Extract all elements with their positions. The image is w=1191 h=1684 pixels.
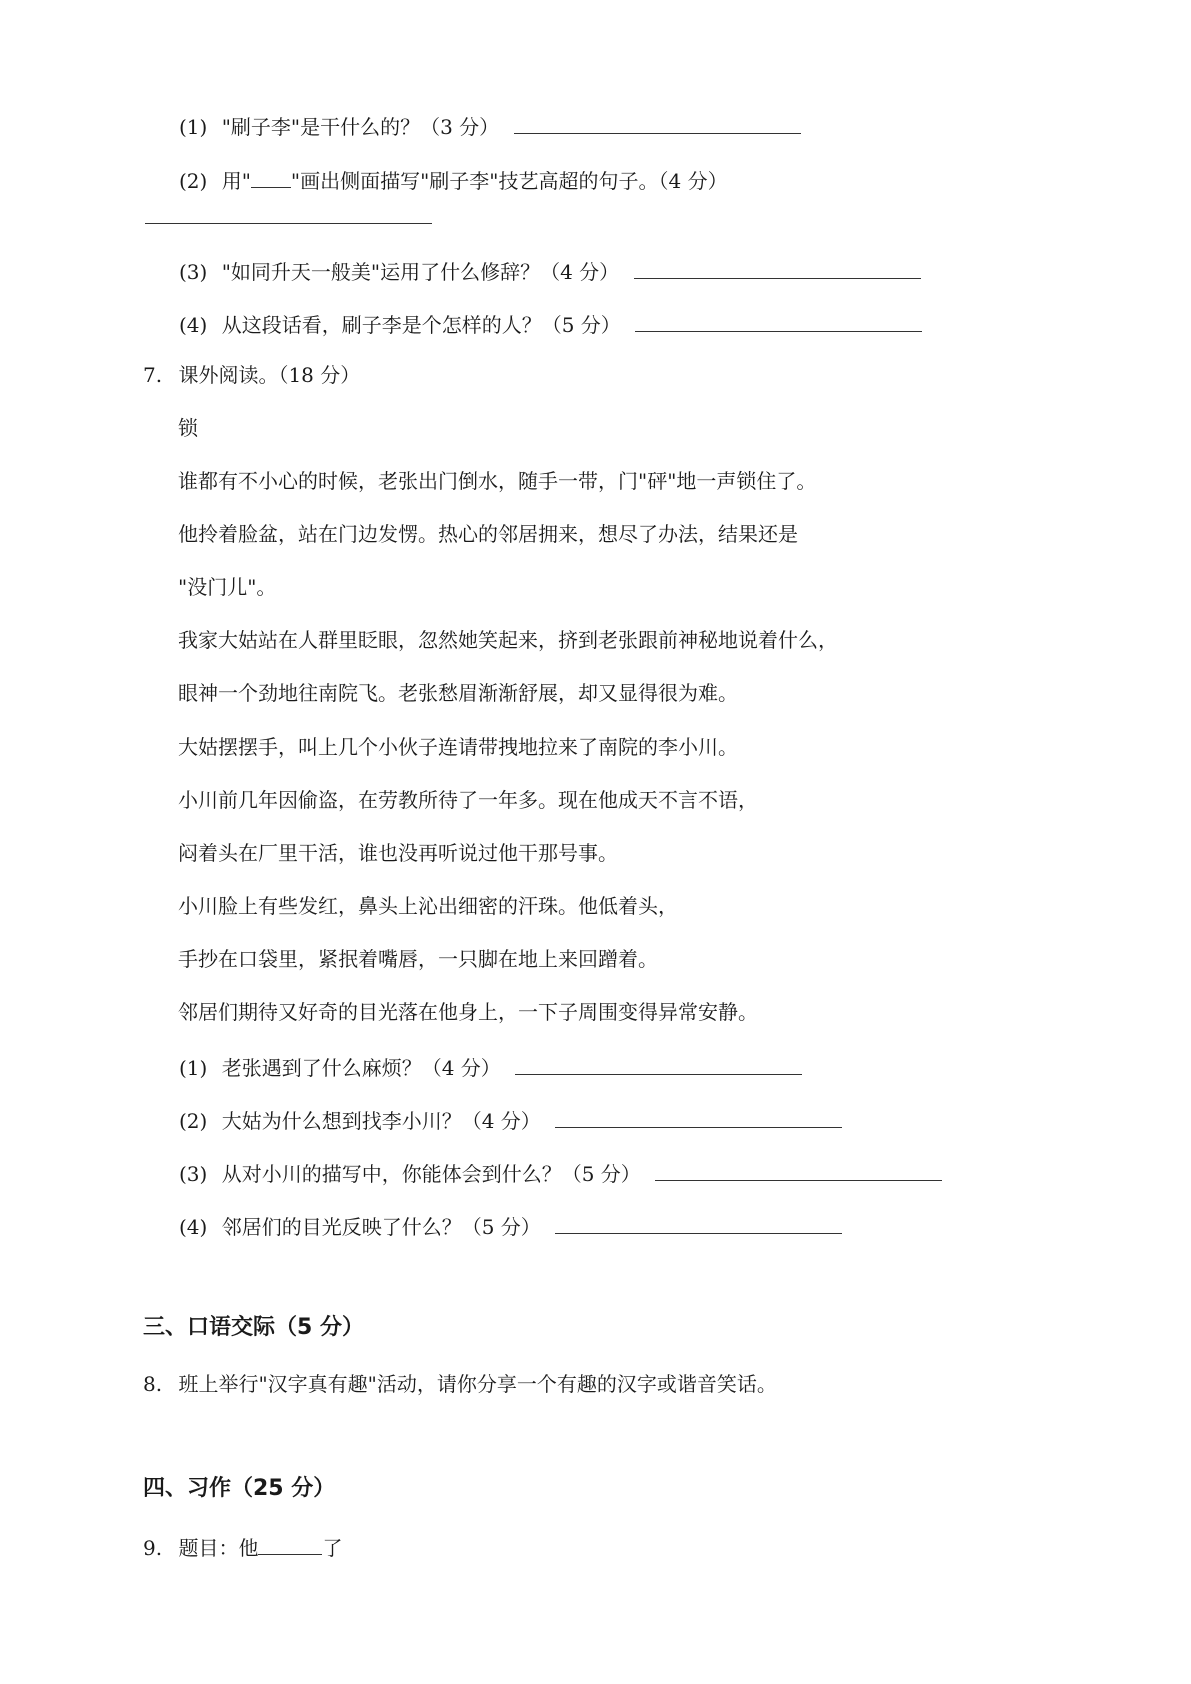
q6-part-1 bbox=[179, 114, 801, 137]
q7-question-4 bbox=[179, 1214, 842, 1237]
q9-number: 9. bbox=[143, 1536, 163, 1560]
q6-part-1-answer-blank[interactable] bbox=[514, 114, 801, 134]
q7-question-3-label: (3) bbox=[179, 1162, 208, 1186]
q6-part-4-text: 从这段话看，刷子李是个怎样的人？（5 分） bbox=[221, 313, 621, 337]
q7-question-1-label: (1) bbox=[179, 1056, 208, 1080]
q6-part-4-label: (4) bbox=[179, 313, 208, 337]
passage-title: 锁 bbox=[178, 416, 198, 440]
passage-line: 我家大姑站在人群里眨眼，忽然她笑起来，挤到老张跟前神秘地说着什么， bbox=[178, 628, 838, 652]
q6-part-2-pre: 用" bbox=[221, 169, 251, 193]
passage-line: 闷着头在厂里干活，谁也没再听说过他干那号事。 bbox=[178, 841, 618, 865]
q7-question-1-text: 老张遇到了什么麻烦？（4 分） bbox=[221, 1056, 501, 1080]
q6-part-4-answer-blank[interactable] bbox=[635, 312, 922, 332]
q7-question-1 bbox=[179, 1055, 802, 1078]
q7-question-4-label: (4) bbox=[179, 1215, 208, 1239]
q7-title-text: 课外阅读。（18 分） bbox=[178, 363, 361, 387]
passage-line: 谁都有不小心的时候，老张出门倒水，随手一带，门"砰"地一声锁住了。 bbox=[178, 469, 817, 493]
q7-question-4-text: 邻居们的目光反映了什么？（5 分） bbox=[221, 1215, 541, 1239]
q6-part-1-label: (1) bbox=[179, 115, 208, 139]
q9-suffix: 了 bbox=[322, 1536, 343, 1560]
passage-line: 邻居们期待又好奇的目光落在他身上，一下子周围变得异常安静。 bbox=[178, 1000, 758, 1024]
q8-text: 班上举行"汉字真有趣"活动，请你分享一个有趣的汉字或谐音笑话。 bbox=[178, 1372, 777, 1396]
passage-line: 他拎着脸盆，站在门边发愣。热心的邻居拥来，想尽了办法，结果还是 bbox=[178, 522, 798, 546]
q9-title-blank[interactable] bbox=[258, 1535, 322, 1555]
q9 bbox=[143, 1535, 342, 1558]
q7-question-2 bbox=[179, 1108, 842, 1131]
passage-line: 大姑摆摆手，叫上几个小伙子连请带拽地拉来了南院的李小川。 bbox=[178, 735, 738, 759]
q7-question-3-text: 从对小川的描写中，你能体会到什么？（5 分） bbox=[221, 1162, 641, 1186]
q7-question-3-answer-blank[interactable] bbox=[655, 1161, 942, 1181]
passage-line: "没门儿"。 bbox=[178, 575, 277, 599]
q8 bbox=[143, 1374, 777, 1394]
q6-part-1-text: "刷子李"是干什么的？（3 分） bbox=[221, 115, 500, 139]
passage-line: 小川脸上有些发红，鼻头上沁出细密的汗珠。他低着头， bbox=[178, 894, 678, 918]
q6-part-3-text: "如同升天一般美"运用了什么修辞？（4 分） bbox=[221, 260, 620, 284]
q8-number: 8. bbox=[143, 1372, 163, 1396]
q7-question-1-answer-blank[interactable] bbox=[515, 1055, 802, 1075]
q6-part-2-text: "画出侧面描写"刷子李"技艺高超的句子。（4 分） bbox=[290, 169, 728, 193]
q7-title bbox=[143, 365, 360, 385]
q7-question-2-label: (2) bbox=[179, 1109, 208, 1133]
passage-line: 手抄在口袋里，紧抿着嘴唇，一只脚在地上来回蹭着。 bbox=[178, 947, 658, 971]
q6-part-3-label: (3) bbox=[179, 260, 208, 284]
q9-prefix: 题目：他 bbox=[178, 1536, 259, 1560]
section-4-heading: 四、习作（25 分） bbox=[143, 1476, 336, 1501]
q6-part-3-answer-blank[interactable] bbox=[634, 259, 921, 279]
q7-question-4-answer-blank[interactable] bbox=[555, 1214, 842, 1234]
passage-line: 小川前几年因偷盗，在劳教所待了一年多。现在他成天不言不语， bbox=[178, 788, 758, 812]
q7-number: 7. bbox=[143, 363, 163, 387]
q7-question-2-answer-blank[interactable] bbox=[555, 1108, 842, 1128]
q6-part-2-inline-blank bbox=[251, 168, 291, 188]
passage-line: 眼神一个劲地往南院飞。老张愁眉渐渐舒展，却又显得很为难。 bbox=[178, 681, 738, 705]
q6-part-4 bbox=[179, 312, 922, 335]
q6-part-2-answer-line[interactable] bbox=[145, 223, 432, 224]
q6-part-2 bbox=[179, 168, 728, 191]
q7-question-3 bbox=[179, 1161, 942, 1184]
q6-part-2-label: (2) bbox=[179, 169, 208, 193]
section-3-heading: 三、口语交际（5 分） bbox=[143, 1315, 364, 1340]
q7-question-2-text: 大姑为什么想到找李小川？（4 分） bbox=[221, 1109, 541, 1133]
q6-part-3 bbox=[179, 259, 921, 282]
